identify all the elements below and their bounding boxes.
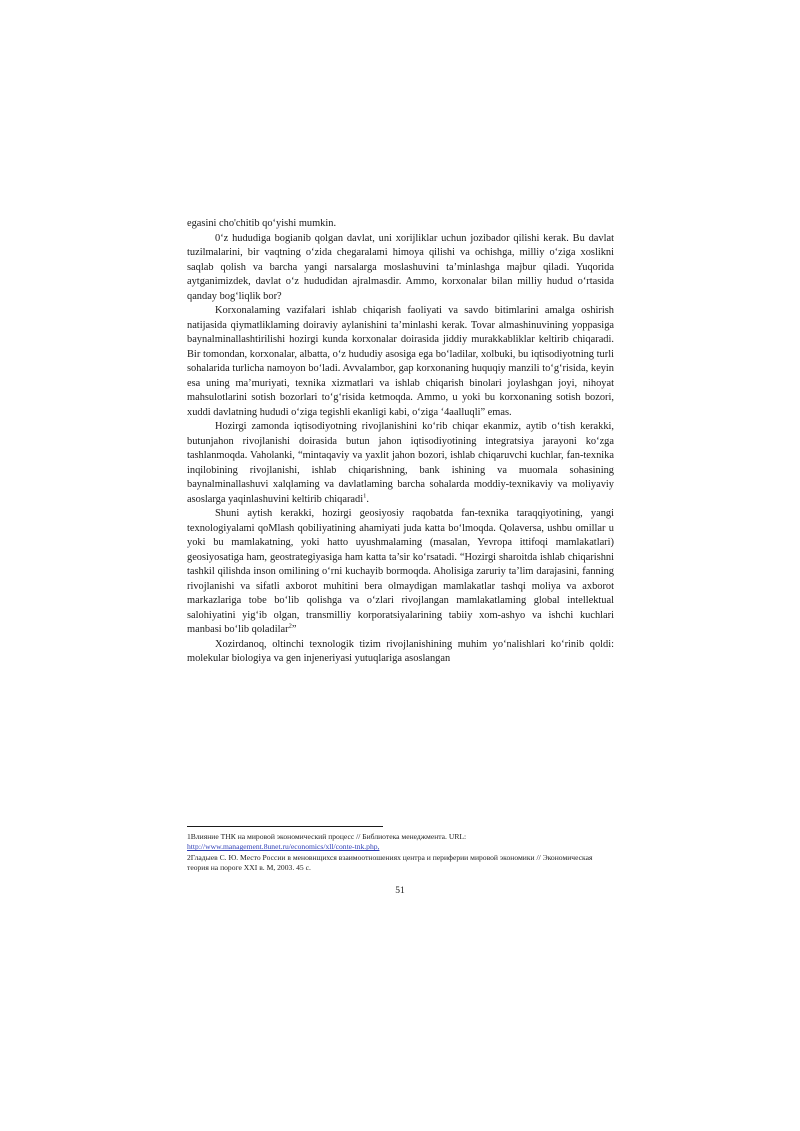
page-number: 51 — [395, 886, 405, 896]
document-body — [187, 217, 614, 667]
paragraph-5 — [187, 507, 614, 638]
footnote-1-link[interactable]: http://www.management.8unet.ru/economics/xll/conte-tnk.php, — [187, 842, 380, 852]
paragraph-3: Korxonalaming vazifalari ishlab chiqarish faoliyati va savdo bitimlarini amalga oshirish natijasida qiymatliklaming doiraviy aylanishini ta’minlashi kerak. Tovar almashinuvining yoppasiga baynalminallashtirilishi hozirgi kunda korxonalar doirasida jiddiy murakkabliklar keltirib chiqaradi. Bir tomondan, korxonalar, albatta, o‘z hududiy asosiga ega bo‘ladilar, xolbuki, bu iqtisodiyotning turli sohalarida turlicha namoyon bo‘ladi. Avvalambor, gap korxonaning huquqiy manzili to‘g‘risida, keyin esa uning ma’muriyati, texnika xizmatlari va ishlab chiqarish binolari joylashgan joyi, nihoyat mahsulotlarini sotish bozorlari to‘g‘risida ketmoqda. Ammo, u yoki bu korxonaning sotish bozori, xuddi davlatning hududi o‘ziga tegishli ekanligi kabi, o‘ziga ‘4aalluqli” emas. — [187, 305, 614, 418]
paragraph-4 — [187, 420, 614, 507]
footnote-ref-2[interactable]: 2 — [288, 622, 292, 630]
paragraph-5-text: Shuni aytish kerakki, hozirgi geosiyosiy raqobatda fan-texnika taraqqiyotining, yangi texnologiyalami qoMlash qobiliyatining ahamiyati juda katta bo‘lmoqda. Qolaversa, ushbu omillar u yoki bu mamlakatning, yoki hatto uyushmalaming (masalan, Yevropa ittifoqi mamlakatlari) geosiyosatiga ham, geostrategiyasiga ham katta ta’sir ko‘rsatadi. “Hozirgi sharoitda ishlab chiqarishni tashkil qilishda inson omilining o‘rni kuchayib bormoqda. Aholisiga zaruriy ta’lim darajasini, fanning rivojlanishi va sifatli axborot muhitini bera olmaydigan mamlakatlar tashqi moliya va axborot markazlariga tobe bo‘lib qolishga va o‘zlari rivojlangan mamlakatlaming global intellektual salohiyatini yig‘ib olgan, transmilliy korporatsiyalarining tabiiy xom-ashyo va ishchi kuchlari manbasi bo‘lib qoladilar — [187, 508, 614, 635]
paragraph-2: 0‘z hududiga bogianib qolgan davlat, uni xorijliklar uchun jozibador qilishi kerak. Bu davlat tuzilmalarini, bir vaqtning o‘zida chegaralami himoya qilishi va ochishga, milliy o‘ziga xoslikni saqlab qolish va barcha yangi narsalarga moslashuvini ta’minlashga majbur qiladi. Yuqorida aytganimizdek, davlat o‘z hududidan ajralmasdir. Ammo, korxonalar bilan milliy hudud o‘rtasida qanday bog‘liqlik bor? — [187, 232, 614, 302]
paragraph-1: egasini cho'chitib qo‘yishi mumkin. — [187, 218, 337, 229]
footnote-divider — [187, 826, 383, 827]
footnote-ref-1[interactable]: 1 — [363, 492, 367, 500]
paragraph-5-end: ” — [291, 624, 297, 635]
footnote-2: 2Гладыев С. Ю. Место России в меновнщихся взаимоотношениях центра и периферии мировой экономики // Экономическая теория на пороге XXI в. M, 2003. 45 c. — [187, 852, 593, 872]
paragraph-4-end: . — [366, 493, 369, 505]
footnotes — [187, 826, 614, 873]
paragraph-4-text: Hozirgi zamonda iqtisodiyotning rivojlanishini ko‘rib chiqar ekanmiz, aytib o‘tish kerakki, butunjahon rivojlanishi doirasida butun jahon iqtisodiyotining integratsiya jarayoni ko‘zga tashlanmoqda. Vaholanki, “mintaqaviy va yaxlit jahon bozori, ishlab chiqaruvchi kuchlar, fan-texnika inqilobining rivojlanishi, ishlab chiqarishning, bank ishining va muomala sohasining baynalminallashuvi xalqlaming va davlatlaming barcha sohalarda moddiy-texnikaviy va moliyaviy asoslarga yaqinlashuvini keltirib chiqaradi — [187, 421, 614, 505]
footnote-1-text: 1Влияние ТНК на мировой экономический процесс // Библиотека менеджмента. URL: — [187, 832, 467, 841]
footnote-1 — [187, 832, 614, 853]
paragraph-6: Xozirdanoq, oltinchi texnologik tizim rivojlanishining muhim yo‘nalishlari ko‘rinib qoldi: molekular biologiya va gen injeneriyasi yutuqlariga asoslangan — [187, 638, 614, 664]
